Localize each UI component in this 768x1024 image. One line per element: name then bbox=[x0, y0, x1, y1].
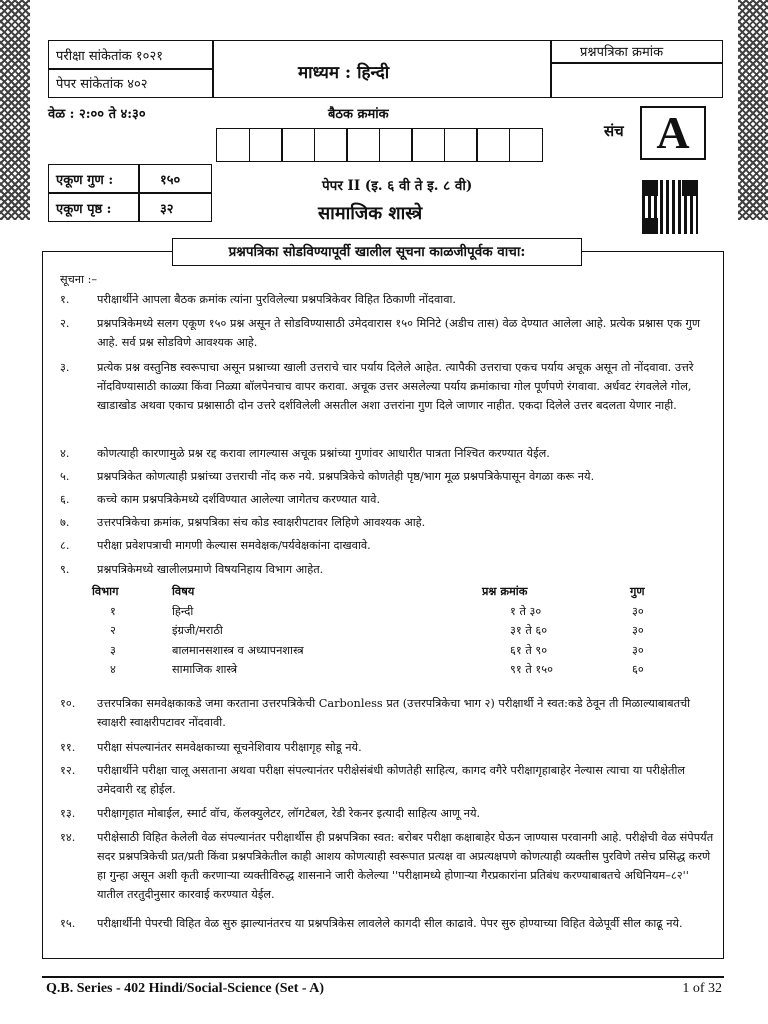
footer-series: Q.B. Series - 402 Hindi/Social-Science (Set - A) bbox=[46, 981, 325, 996]
instruction-text: परीक्षागृहात मोबाईल, स्मार्ट वॉच, कॅलक्युलेटर, लॉगटेबल, रेडी रेकनर इत्यादी साहित्य आणू नये. bbox=[97, 807, 481, 820]
notes-label: सूचना :– bbox=[60, 273, 98, 286]
table-cell: ९१ ते १५० bbox=[510, 663, 553, 677]
instruction-text: उत्तरपत्रिकेचा क्रमांक, प्रश्नपत्रिका संच कोड स्वाक्षरीपटावर लिहिणे आवश्यक आहे. bbox=[97, 516, 426, 529]
total-pages-label: एकूण पृष्ठ : bbox=[56, 202, 112, 217]
table-cell: ६० bbox=[632, 663, 644, 677]
seat-digit-box[interactable] bbox=[509, 128, 543, 162]
instruction-number: ११. bbox=[60, 741, 76, 754]
instruction-text: कच्चे काम प्रश्नपत्रिकेमध्ये दर्शविण्यात आलेल्या जागेतच करण्यात यावे. bbox=[97, 493, 381, 506]
instruction-number: १३. bbox=[60, 807, 76, 820]
table-row bbox=[92, 641, 692, 661]
instruction-text: परीक्षेसाठी विहित केलेली वेळ संपल्यानंतर परीक्षार्थीस ही प्रश्नपत्रिका स्वत: बरोबर परीक्षा कक्षाबाहेर घेऊन जाण्यास परवानगी आहे. परीक्षेची वेळ संपेपर्यंत सदर प्रश्नपत्रिकेची प्रत/प्रती किंवा प्रश्नपत्रिकेतील काही आशय कोणत्याही स्वरूपात प्रत्यक्ष वा अप्रत्यक्षपणे कोणत्याही व्यक्तीस पुरविणे तसेच प्रसिद्ध करणे हा गुन्हा असून अशी कृती करणाऱ्या व्यक्तीविरुद्ध शासनाने जारी केलेल्या ''परीक्षामध्ये होणाऱ्या गैरप्रकारांना प्रतिबंध करण्याबाबतचे अधिनियम–८२'' यातील तरतुदीनुसार कारवाई करण्यात येईल. bbox=[97, 831, 714, 901]
table-row bbox=[92, 621, 692, 641]
instruction-text: प्रत्येक प्रश्न वस्तुनिष्ठ स्वरूपाचा असून प्रश्नाच्या खाली उत्तराचे चार पर्याय दिलेले आहेत. त्यापैकी उत्तराचा एकच पर्याय अचूक असून तो नोंदवावा. उत्तरे नोंदविण्यासाठी काळ्या किंवा निळ्या बॉलपेनचाच वापर करावा. अचूक उत्तर असलेल्या पर्याय क्रमांकाचा गोल पूर्णपणे रंगवावा. अर्धवट रंगवलेले गोल, खाडाखोड अथवा एकाच प्रश्नासाठी दोन उत्तरे दर्शविलेली असतील अशा उत्तरांना गुण दिले जाणार नाहीत. एकदा दिलेले उत्तर बदलता येणार नाही. bbox=[97, 361, 694, 412]
table-cell: २ bbox=[110, 624, 116, 638]
seat-digit-box[interactable] bbox=[444, 128, 478, 162]
instruction-number: १०. bbox=[60, 697, 76, 710]
instruction-text: परीक्षार्थीनी पेपरची विहित वेळ सुरु झाल्यानंतरच या प्रश्नपत्रिकेस लावलेले कागदी सील काढावे. पेपर सुरु होण्याच्या विहित वेळेपूर्वी सील काढू नये. bbox=[97, 917, 683, 930]
security-border-right bbox=[738, 0, 768, 220]
instructions-title: प्रश्नपत्रिका सोडविण्यापूर्वी खालील सूचना काळजीपूर्वक वाचा: bbox=[172, 238, 582, 266]
exam-code: परीक्षा सांकेतांक १०२१ bbox=[56, 49, 163, 64]
instruction-number: १. bbox=[60, 293, 70, 306]
seat-digit-box[interactable] bbox=[379, 128, 413, 162]
seat-digit-box[interactable] bbox=[411, 128, 445, 162]
table-cell: ३ bbox=[110, 643, 116, 657]
instruction-number: ५. bbox=[60, 470, 70, 483]
qr-code-icon bbox=[642, 180, 698, 234]
table-cell: सामाजिक शास्त्रे bbox=[172, 663, 238, 677]
total-pages-value: ३२ bbox=[160, 202, 174, 217]
table-cell: ३० bbox=[632, 604, 644, 618]
instruction-text: प्रश्नपत्रिकेमध्ये सलग एकूण १५० प्रश्न असून ते सोडविण्यासाठी उमेदवारास १५० मिनिटे (अडीच तास) वेळ देण्यात आलेला आहे. प्रत्येक प्रश्नास एक गुण आहे. सर्व प्रश्न सोडविणे आवश्यक आहे. bbox=[97, 317, 701, 349]
instruction-text: उत्तरपत्रिका समवेक्षकाकडे जमा करताना उत्तरपत्रिकेची Carbonless प्रत (उत्तरपत्रिकेचा भाग २) परीक्षार्थी ने स्वत:कडे ठेवून ती मिळाल्याबाबतची स्वाक्षरी स्वाक्षरीपटावर नोंदवावी. bbox=[97, 697, 691, 729]
seat-digit-box[interactable] bbox=[314, 128, 348, 162]
exam-time: वेळ : २:०० ते ४:३० bbox=[48, 107, 146, 122]
instruction-text: प्रश्नपत्रिकेमध्ये खालीलप्रमाणे विषयनिहाय विभाग आहेत. bbox=[97, 563, 324, 576]
instruction-number: ७. bbox=[60, 516, 70, 529]
seat-digit-box[interactable] bbox=[476, 128, 510, 162]
medium: माध्यम : हिन्दी bbox=[298, 62, 390, 83]
table-row bbox=[92, 602, 692, 622]
table-cell: ४ bbox=[110, 663, 116, 677]
instruction-text: परीक्षार्थीने परीक्षा चालू असताना अथवा परीक्षा संपल्यानंतर परीक्षेसंबंधी कोणतेही साहित्य, कागद वगैरे परीक्षागृहाबाहेर नेल्यास त्याचा या परीक्षेतील उमेदवारी रद्द होईल. bbox=[97, 764, 686, 796]
table-cell: १ ते ३० bbox=[510, 604, 542, 618]
set-code-box: A bbox=[640, 106, 706, 160]
seat-digit-box[interactable] bbox=[249, 128, 283, 162]
subject-table bbox=[92, 582, 692, 680]
instruction-text: प्रश्नपत्रिकेत कोणत्याही प्रश्नांच्या उत्तराची नोंद करु नये. प्रश्नपत्रिकेचे कोणतेही पृष्ठ/भाग मूळ प्रश्नपत्रिकेपासून वेगळा करू नये. bbox=[97, 470, 595, 483]
col-header: विभाग bbox=[92, 584, 119, 599]
footer-rule bbox=[42, 976, 724, 978]
table-cell: ३१ ते ६० bbox=[510, 624, 548, 638]
paper-level: पेपर II (इ. ६ वी ते इ. ८ वी) bbox=[322, 178, 473, 194]
instruction-text: परीक्षार्थीने आपला बैठक क्रमांक त्यांना पुरविलेल्या प्रश्नपत्रिकेवर विहित ठिकाणी नोंदवावा. bbox=[97, 293, 457, 306]
instruction-number: २. bbox=[60, 317, 70, 330]
col-header: विषय bbox=[172, 584, 195, 599]
seat-number-label: बैठक क्रमांक bbox=[328, 107, 389, 122]
seat-digit-box[interactable] bbox=[281, 128, 315, 162]
subject-title: सामाजिक शास्त्रे bbox=[318, 203, 423, 224]
table-cell: ३० bbox=[632, 624, 644, 638]
instruction-number: ९. bbox=[60, 563, 70, 576]
instruction-number: ६. bbox=[60, 493, 70, 506]
table-cell: बालमानसशास्त्र व अध्यापनशास्त्र bbox=[172, 643, 304, 657]
instruction-number: १५. bbox=[60, 917, 76, 930]
instruction-number: ८. bbox=[60, 539, 70, 552]
table-cell: ३० bbox=[632, 643, 644, 657]
col-header: प्रश्न क्रमांक bbox=[482, 584, 528, 599]
instruction-number: ४. bbox=[60, 447, 70, 460]
instruction-number: १२. bbox=[60, 764, 76, 777]
table-cell: इंग्रजी/मराठी bbox=[172, 624, 223, 638]
footer-page-number: 1 of 32 bbox=[682, 981, 722, 996]
set-label: संच bbox=[604, 122, 624, 140]
seat-digit-box[interactable] bbox=[216, 128, 250, 162]
instruction-text: परीक्षा संपल्यानंतर समवेक्षकाच्या सूचनेशिवाय परीक्षागृह सोडू नये. bbox=[97, 741, 362, 754]
col-header: गुण bbox=[630, 584, 645, 599]
total-marks-value: १५० bbox=[160, 173, 181, 188]
qp-number-label: प्रश्नपत्रिका क्रमांक bbox=[580, 45, 664, 60]
paper-code: पेपर सांकेतांक ४०२ bbox=[56, 77, 148, 92]
instruction-number: ३. bbox=[60, 361, 70, 374]
total-marks-label: एकूण गुण : bbox=[56, 173, 114, 188]
seat-number-grid[interactable] bbox=[216, 128, 541, 162]
table-row bbox=[92, 660, 692, 680]
table-cell: हिन्दी bbox=[172, 604, 194, 618]
table-header-row bbox=[92, 582, 692, 602]
seat-digit-box[interactable] bbox=[346, 128, 380, 162]
table-cell: १ bbox=[110, 604, 116, 618]
table-cell: ६१ ते ९० bbox=[510, 643, 548, 657]
instruction-text: परीक्षा प्रवेशपत्राची मागणी केल्यास समवेक्षक/पर्यवेक्षकांना दाखवावे. bbox=[97, 539, 371, 552]
security-border-left bbox=[0, 0, 30, 220]
instruction-number: १४. bbox=[60, 831, 76, 844]
instruction-text: कोणत्याही कारणामुळे प्रश्न रद्द करावा लागल्यास अचूक प्रश्नांच्या गुणांवर आधारीत पात्रता निश्चित करण्यात येईल. bbox=[97, 447, 550, 460]
